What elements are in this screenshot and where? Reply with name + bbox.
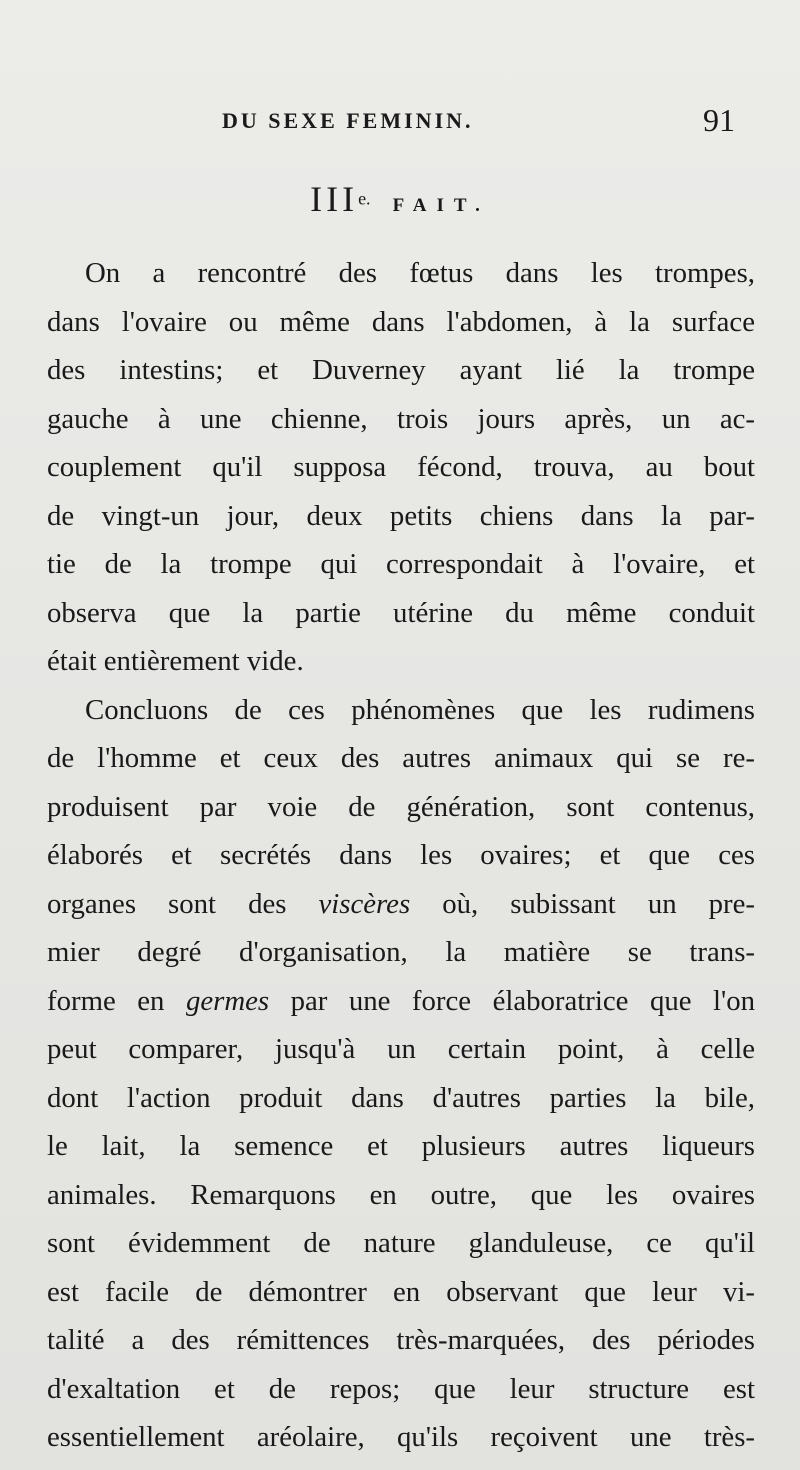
text-line: tie de la trompe qui correspondait à l'ovaire, et <box>47 548 755 580</box>
running-title: DU SEXE FEMININ. <box>222 108 474 133</box>
section-label: FAIT. <box>392 195 490 216</box>
section-number: III <box>310 179 359 219</box>
text-segment: organes sont des <box>47 887 319 920</box>
text-line: de vingt-un jour, deux petits chiens dans la par- <box>47 499 755 532</box>
section-superscript: e. <box>358 188 371 209</box>
text-line: d'exaltation et de repos; que leur structure est <box>47 1372 755 1405</box>
text-line: sont évidemment de nature glanduleuse, ce qu'il <box>47 1227 755 1259</box>
text-line <box>47 880 755 929</box>
italic-term: viscères <box>318 887 411 920</box>
text-line: dans l'ovaire ou même dans l'abdomen, à la surface <box>47 305 755 338</box>
text-segment: où, subissant un pre- <box>410 887 755 920</box>
page-header <box>0 102 800 142</box>
text-line: peut comparer, jusqu'à un certain point, à celle <box>47 1033 755 1065</box>
text-line: observa que la partie utérine du même conduit <box>47 596 755 629</box>
italic-term: germes <box>185 984 270 1017</box>
text-line <box>47 977 755 1026</box>
section-heading <box>0 178 800 220</box>
text-line: Concluons de ces phénomènes que les rudimens <box>85 693 755 726</box>
text-line: est facile de démontrer en observant que leur vi- <box>47 1275 755 1308</box>
body-text <box>47 249 755 1462</box>
text-line: mier degré d'organisation, la matière se trans- <box>47 936 755 968</box>
text-line: le lait, la semence et plusieurs autres liqueurs <box>47 1130 755 1162</box>
text-line: des intestins; et Duverney ayant lié la trompe <box>47 354 755 386</box>
text-line: de l'homme et ceux des autres animaux qui se re- <box>47 742 755 774</box>
text-line: dont l'action produit dans d'autres parties la bile, <box>47 1081 755 1114</box>
text-segment: par une force élaboratrice que l'on <box>269 984 756 1017</box>
text-line: talité a des rémittences très-marquées, des périodes <box>47 1324 755 1356</box>
text-segment: forme en <box>47 984 186 1017</box>
text-line: couplement qu'il supposa fécond, trouva, au bout <box>47 451 755 483</box>
text-line: était entièrement vide. <box>47 645 304 677</box>
text-line: produisent par voie de génération, sont contenus, <box>47 790 755 823</box>
text-line: animales. Remarquons en outre, que les ovaires <box>47 1178 755 1211</box>
text-line: élaborés et secrétés dans les ovaires; et que ces <box>47 839 755 871</box>
text-line: essentiellement aréolaire, qu'ils reçoivent une très- <box>47 1421 755 1453</box>
text-line: gauche à une chienne, trois jours après, un ac- <box>47 402 755 435</box>
text-line: On a rencontré des fœtus dans les trompes, <box>85 257 755 289</box>
page-number: 91 <box>703 102 735 138</box>
